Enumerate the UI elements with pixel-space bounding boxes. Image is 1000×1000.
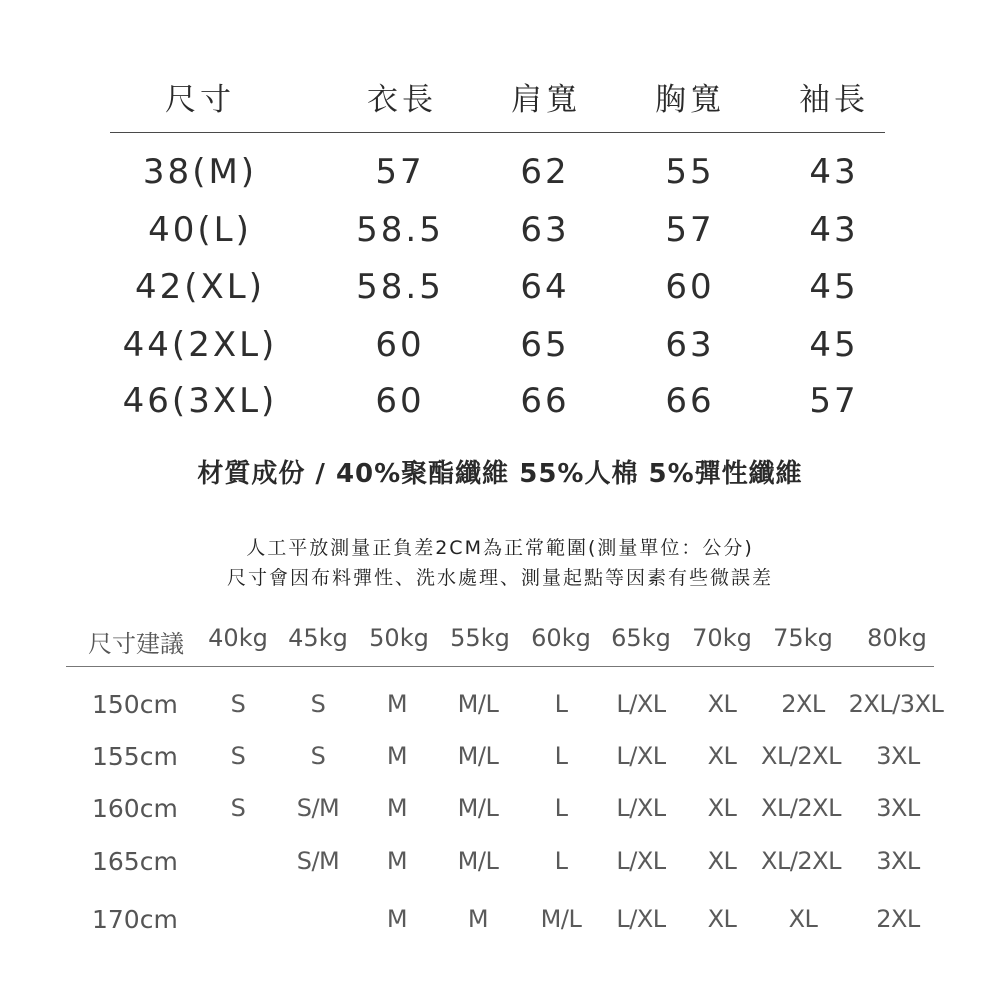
size-suggestion: S xyxy=(310,690,326,718)
size-suggestion: M xyxy=(386,742,408,770)
sleeve-cell: 45 xyxy=(809,267,859,307)
size-suggestion: XL xyxy=(707,690,737,718)
size-suggestion: M/L xyxy=(457,742,499,770)
size-suggestion: M xyxy=(386,905,408,933)
chest-cell: 66 xyxy=(665,381,715,421)
size-suggestion: S xyxy=(310,742,326,770)
size-suggestion: S xyxy=(230,742,246,770)
sleeve-cell: 43 xyxy=(809,210,859,250)
length-cell: 58.5 xyxy=(356,210,444,250)
size-suggestion: XL xyxy=(788,905,818,933)
sleeve-cell: 43 xyxy=(809,152,859,192)
size-table-divider xyxy=(110,132,885,133)
size-suggestion: M xyxy=(386,690,408,718)
recommendation-label: 尺寸建議 xyxy=(88,630,184,658)
size-suggestion: 2XL xyxy=(781,690,825,718)
size-suggestion: L xyxy=(554,742,568,770)
size-suggestion: M/L xyxy=(457,847,499,875)
chest-cell: 60 xyxy=(665,267,715,307)
height-label: 170cm xyxy=(92,905,178,934)
size-cell: 44(2XL) xyxy=(122,325,278,365)
shoulder-cell: 63 xyxy=(520,210,570,250)
weight-header: 60kg xyxy=(531,624,591,652)
size-cell: 38(M) xyxy=(142,152,258,192)
size-suggestion: XL/2XL xyxy=(761,742,841,770)
height-label: 160cm xyxy=(92,794,178,823)
shoulder-cell: 66 xyxy=(520,381,570,421)
weight-header: 45kg xyxy=(288,624,348,652)
size-suggestion: XL/2XL xyxy=(761,794,841,822)
size-suggestion: 2XL/3XL xyxy=(848,690,944,718)
weight-header: 70kg xyxy=(692,624,752,652)
header-sleeve: 袖長 xyxy=(799,82,869,118)
height-label: 165cm xyxy=(92,847,178,876)
size-suggestion: 3XL xyxy=(876,847,920,875)
shoulder-cell: 62 xyxy=(520,152,570,192)
size-cell: 46(3XL) xyxy=(122,381,278,421)
size-suggestion: M/L xyxy=(540,905,582,933)
chest-cell: 63 xyxy=(665,325,715,365)
weight-header: 75kg xyxy=(773,624,833,652)
size-suggestion: M xyxy=(386,794,408,822)
size-suggestion: XL xyxy=(707,847,737,875)
length-cell: 60 xyxy=(375,381,425,421)
size-suggestion: L/XL xyxy=(616,742,666,770)
size-suggestion: 2XL xyxy=(876,905,920,933)
size-suggestion: S/M xyxy=(296,847,340,875)
material-composition: 材質成份 / 40%聚酯纖維 55%人棉 5%彈性纖維 xyxy=(197,459,803,489)
size-suggestion: 3XL xyxy=(876,742,920,770)
weight-header: 80kg xyxy=(867,624,927,652)
length-cell: 57 xyxy=(375,152,425,192)
length-cell: 60 xyxy=(375,325,425,365)
recommendation-divider xyxy=(66,666,934,667)
size-suggestion: L xyxy=(554,847,568,875)
size-suggestion: L xyxy=(554,794,568,822)
size-suggestion: XL/2XL xyxy=(761,847,841,875)
chest-cell: 57 xyxy=(665,210,715,250)
tolerance-note: 尺寸會因布料彈性、洗水處理、測量起點等因素有些微誤差 xyxy=(226,567,774,589)
size-suggestion: M/L xyxy=(457,794,499,822)
size-suggestion: S xyxy=(230,794,246,822)
length-cell: 58.5 xyxy=(356,267,444,307)
measurement-note: 人工平放測量正負差2CM為正常範圍(測量單位：公分) xyxy=(246,537,754,559)
size-suggestion: 3XL xyxy=(876,794,920,822)
height-label: 155cm xyxy=(92,742,178,771)
header-size: 尺寸 xyxy=(165,82,235,118)
weight-header: 65kg xyxy=(611,624,671,652)
size-suggestion: L/XL xyxy=(616,794,666,822)
sleeve-cell: 57 xyxy=(809,381,859,421)
header-shoulder: 肩寬 xyxy=(511,82,581,118)
header-chest: 胸寬 xyxy=(655,82,725,118)
size-suggestion: XL xyxy=(707,905,737,933)
size-suggestion: M xyxy=(386,847,408,875)
size-suggestion: XL xyxy=(707,742,737,770)
shoulder-cell: 64 xyxy=(520,267,570,307)
weight-header: 50kg xyxy=(369,624,429,652)
chest-cell: 55 xyxy=(665,152,715,192)
weight-header: 40kg xyxy=(208,624,268,652)
size-suggestion: L xyxy=(554,690,568,718)
size-suggestion: L/XL xyxy=(616,847,666,875)
height-label: 150cm xyxy=(92,690,178,719)
header-length: 衣長 xyxy=(367,82,437,118)
size-cell: 40(L) xyxy=(148,210,252,250)
size-suggestion: L/XL xyxy=(616,690,666,718)
size-suggestion: M xyxy=(467,905,489,933)
size-suggestion: M/L xyxy=(457,690,499,718)
size-suggestion: L/XL xyxy=(616,905,666,933)
size-suggestion: S/M xyxy=(296,794,340,822)
sleeve-cell: 45 xyxy=(809,325,859,365)
shoulder-cell: 65 xyxy=(520,325,570,365)
size-cell: 42(XL) xyxy=(134,267,266,307)
size-suggestion: XL xyxy=(707,794,737,822)
size-suggestion: S xyxy=(230,690,246,718)
weight-header: 55kg xyxy=(450,624,510,652)
